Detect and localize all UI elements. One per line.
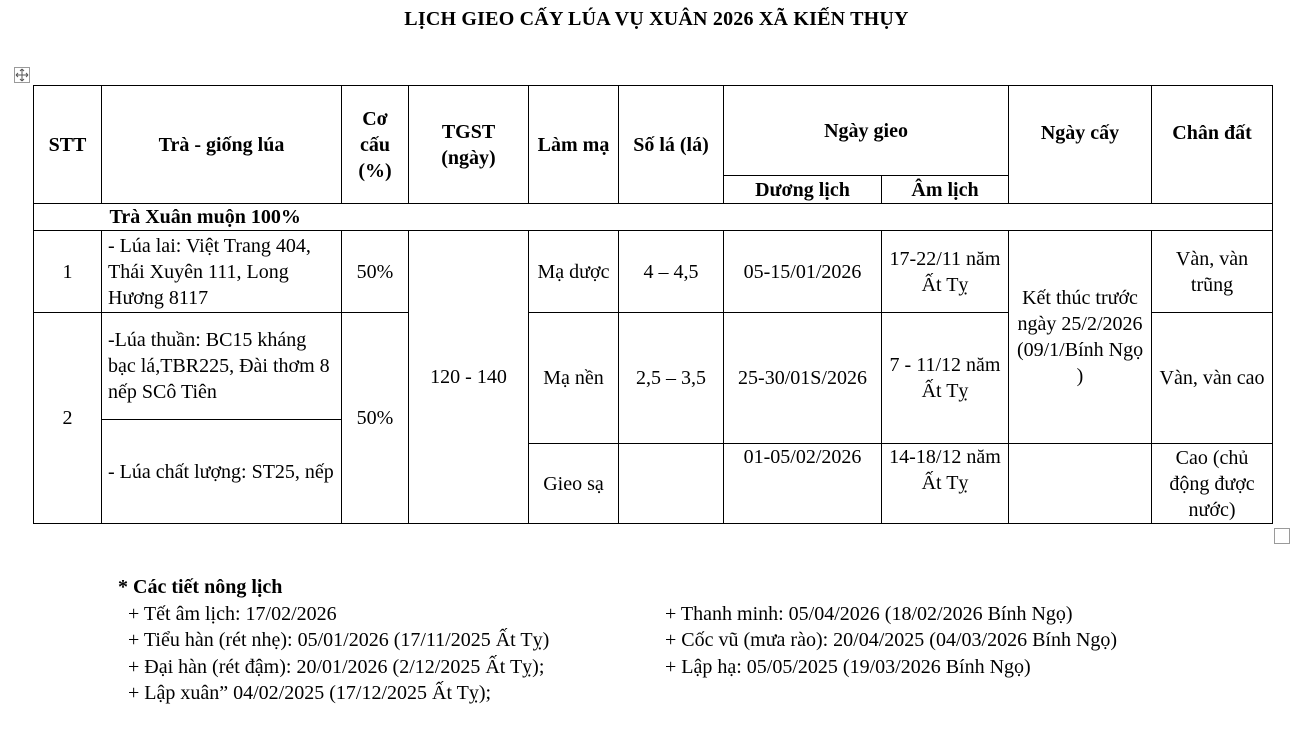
header-leaves: Số lá (lá)	[619, 86, 724, 204]
row2-variety-a: -Lúa thuần: BC15 kháng bạc lá,TBR225, Đài thơm 8 nếp SCô Tiên	[102, 313, 342, 420]
row3-land: Cao (chủ động được nước)	[1152, 444, 1273, 524]
header-land-type: Chân đất	[1152, 86, 1273, 204]
note-left-1: + Tết âm lịch: 17/02/2026	[128, 602, 337, 625]
row1-ratio: 50%	[342, 231, 409, 313]
transplant-value: Kết thúc trước ngày 25/2/2026 (09/1/Bính Ngọ )	[1009, 231, 1152, 444]
document-title: LỊCH GIEO CẤY LÚA VỤ XUÂN 2026 XÃ KIẾN THỤY	[404, 8, 909, 30]
row1-nursery: Mạ dược	[529, 231, 619, 313]
row2-leaves: 2,5 – 3,5	[619, 313, 724, 444]
row1-variety: - Lúa lai: Việt Trang 404, Thái Xuyên 111, Long Hương 8117	[102, 231, 342, 313]
schedule-table	[33, 85, 1273, 524]
header-ratio: Cơ cấu (%)	[342, 86, 409, 204]
note-right-1: + Thanh minh: 05/04/2026 (18/02/2026 Bính Ngọ)	[665, 602, 1073, 625]
header-transplant-date: Ngày cấy	[1009, 86, 1152, 204]
table-move-handle-icon[interactable]	[14, 67, 30, 83]
tgst-value: 120 - 140	[409, 231, 529, 524]
row1-lunar-date: 17-22/11 năm Ất Tỵ	[882, 231, 1009, 313]
row3-nursery: Gieo sạ	[529, 444, 619, 524]
row1-land: Vàn, vàn trũng	[1152, 231, 1273, 313]
row2-stt: 2	[34, 313, 102, 524]
header-variety: Trà - giống lúa	[102, 86, 342, 204]
header-solar-calendar: Dương lịch	[724, 176, 882, 204]
row3-transplant-date	[1009, 444, 1152, 524]
row2-solar-date: 25-30/01S/2026	[724, 313, 882, 444]
section-heading: Trà Xuân muộn 100%	[102, 204, 1273, 231]
row2-lunar-date: 7 - 11/12 năm Ất Tỵ	[882, 313, 1009, 444]
row3-leaves	[619, 444, 724, 524]
note-left-3: + Đại hàn (rét đậm): 20/01/2026 (2/12/2025 Ất Tỵ);	[128, 655, 545, 678]
agricultural-calendar-notes	[118, 574, 1118, 704]
header-stt: STT	[34, 86, 102, 204]
note-left-2: + Tiểu hàn (rét nhẹ): 05/01/2026 (17/11/2025 Ất Tỵ)	[128, 629, 550, 651]
row1-leaves: 4 – 4,5	[619, 231, 724, 313]
header-lunar-calendar: Âm lịch	[882, 176, 1009, 204]
row3-solar-date: 01-05/02/2026	[724, 444, 882, 524]
table-resize-handle-icon[interactable]	[1274, 528, 1290, 544]
row1-stt: 1	[34, 231, 102, 313]
row1-solar-date: 05-15/01/2026	[724, 231, 882, 313]
note-left-4: + Lập xuân” 04/02/2025 (17/12/2025 Ất Tỵ);	[128, 682, 492, 704]
note-right-3: + Lập hạ: 05/05/2025 (19/03/2026 Bính Ngọ)	[665, 655, 1031, 678]
row2-land: Vàn, vàn cao	[1152, 313, 1273, 444]
move-arrows-icon	[15, 68, 29, 82]
header-nursery: Làm mạ	[529, 86, 619, 204]
notes-heading: * Các tiết nông lịch	[118, 576, 283, 598]
row2-ratio: 50%	[342, 313, 409, 524]
note-right-2: + Cốc vũ (mưa rào): 20/04/2025 (04/03/2026 Bính Ngọ)	[665, 629, 1118, 651]
row2-nursery: Mạ nền	[529, 313, 619, 444]
row3-lunar-date: 14-18/12 năm Ất Tỵ	[882, 444, 1009, 524]
row2-variety-b: - Lúa chất lượng: ST25, nếp	[102, 420, 342, 524]
header-sowing-date: Ngày gieo	[724, 86, 1009, 176]
header-tgst: TGST (ngày)	[409, 86, 529, 204]
